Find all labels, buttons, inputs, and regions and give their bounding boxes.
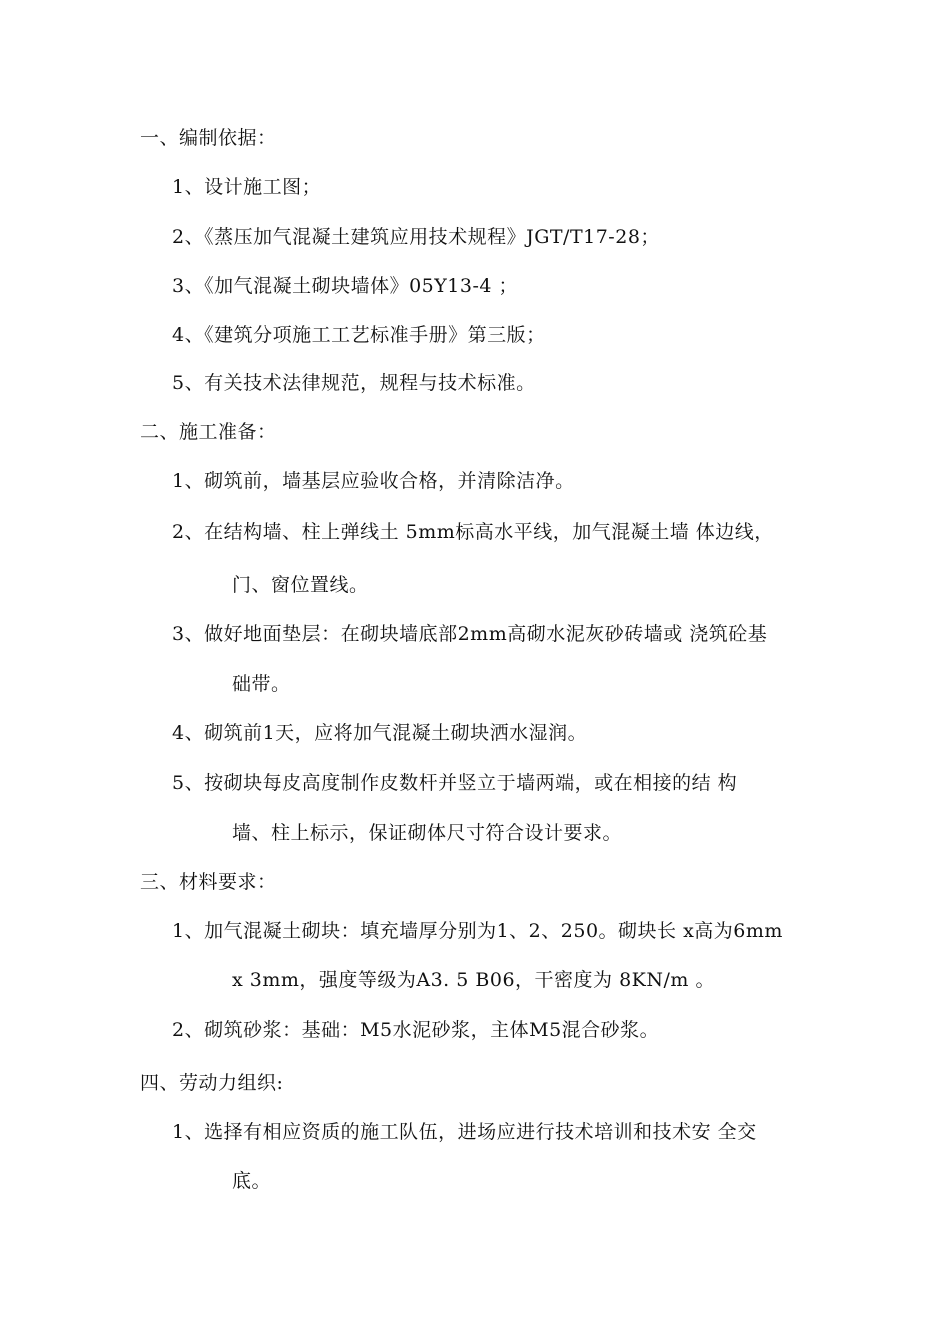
list-item: 3、做好地面垫层：在砌块墙底部2mm高砌水泥灰砂砖墙或 浇筑砼基: [172, 623, 768, 645]
list-item: 2、在结构墙、柱上弹线土 5mm标高水平线，加气混凝土墙 体边线，: [172, 521, 774, 543]
list-item: 5、按砌块每皮高度制作皮数杆并竖立于墙两端，或在相接的结 构: [172, 772, 738, 794]
list-item: 1、砌筑前，墙基层应验收合格，并清除洁净。: [172, 470, 575, 492]
list-item-continuation: 墙、柱上标示，保证砌体尺寸符合设计要求。: [232, 822, 623, 844]
list-item-continuation: 底。: [232, 1170, 272, 1192]
list-item: 4、《建筑分项施工工艺标准手册》第三版；: [172, 324, 546, 346]
list-item: 2、《蒸压加气混凝土建筑应用技术规程》JGT/T17-28；: [172, 226, 660, 248]
list-item-continuation: x 3mm，强度等级为A3. 5 B06，干密度为 8KN/m 。: [232, 969, 715, 991]
section-heading: 一、编制依据：: [140, 127, 277, 149]
list-item: 1、选择有相应资质的施工队伍，进场应进行技术培训和技术安 全交: [172, 1121, 757, 1143]
list-item-continuation: 础带。: [232, 673, 291, 695]
list-item: 1、设计施工图；: [172, 176, 322, 198]
list-item-continuation: 门、窗位置线。: [232, 574, 369, 596]
section-heading: 三、材料要求：: [140, 871, 277, 893]
list-item: 4、砌筑前1天，应将加气混凝土砌块洒水湿润。: [172, 722, 588, 744]
list-item: 3、《加气混凝土砌块墙体》05Y13-4 ；: [172, 275, 519, 297]
list-item: 2、砌筑砂浆：基础：M5水泥砂浆，主体M5混合砂浆。: [172, 1019, 660, 1041]
list-item: 1、加气混凝土砌块：填充墙厚分别为1、2、250。砌块长 x高为6mm: [172, 920, 783, 942]
section-heading: 二、施工准备：: [140, 421, 277, 443]
list-item: 5、有关技术法律规范，规程与技术标准。: [172, 372, 536, 394]
section-heading: 四、劳动力组织:: [140, 1072, 284, 1094]
